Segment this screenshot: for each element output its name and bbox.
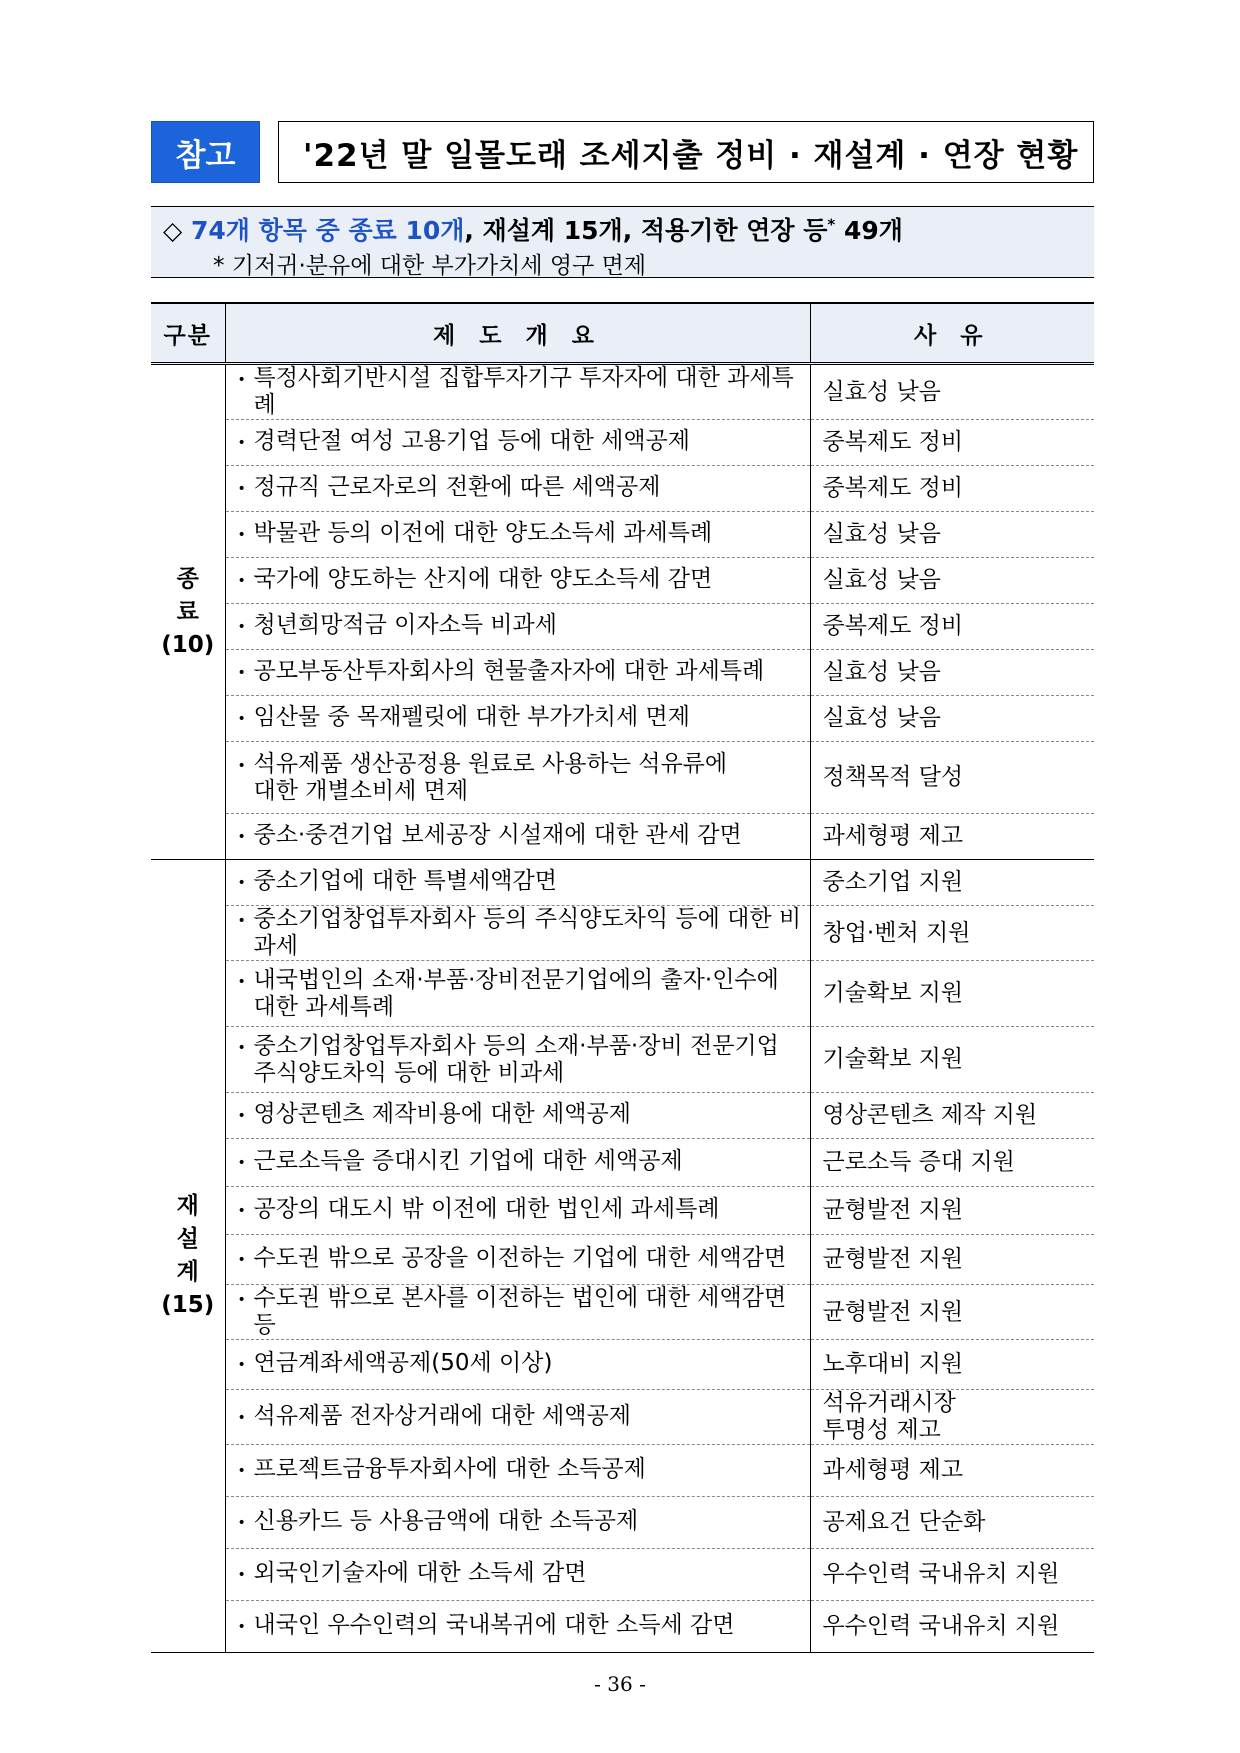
description-cell [225, 1235, 810, 1285]
reason-cell [810, 1601, 1094, 1653]
bullet-icon: • [237, 1409, 246, 1426]
description-text: 신용카드 등 사용금액에 대한 소득공제 [253, 1508, 639, 1534]
description-cell [225, 860, 810, 906]
bullet-icon: • [237, 875, 246, 891]
table-row [151, 650, 1094, 696]
category-cell: 종 료 (10) [151, 364, 225, 860]
description-text: 경력단절 여성 고용기업 등에 대한 세액공제 [253, 428, 690, 454]
summary-box [151, 206, 1094, 278]
description-cell [225, 512, 810, 558]
list-item [238, 1033, 810, 1087]
table-row [151, 512, 1094, 558]
reason-cell [810, 1497, 1094, 1549]
bullet-icon: • [237, 1252, 246, 1268]
bullet-icon: • [237, 1039, 246, 1056]
description-cell [225, 650, 810, 696]
list-item [238, 365, 810, 419]
reason-cell [810, 512, 1094, 558]
list-item [238, 1285, 810, 1339]
reason-cell [810, 814, 1094, 860]
bullet-icon: • [237, 481, 246, 497]
footnote-mark: * [827, 215, 836, 234]
description-cell [225, 1549, 810, 1601]
reason-text: 균형발전 지원 [822, 1246, 964, 1272]
reason-text: 우수인력 국내유치 지원 [822, 1561, 1060, 1587]
list-item [238, 1560, 810, 1589]
reference-badge: 참고 [151, 121, 260, 183]
reason-text: 중복제도 정비 [822, 475, 964, 501]
reason-cell [810, 1187, 1094, 1235]
list-item [238, 1456, 810, 1485]
table-row [151, 1027, 1094, 1093]
description-cell [225, 1093, 810, 1139]
description-text: 청년희망적금 이자소득 비과세 [253, 612, 557, 638]
reason-cell [810, 604, 1094, 650]
list-item [238, 566, 810, 595]
description-text: 중소기업창업투자회사 등의 소재·부품·장비 전문기업 주식양도차익 등에 대한 비과세 [253, 1032, 779, 1086]
reason-cell [810, 696, 1094, 742]
bullet-icon: • [237, 1567, 246, 1583]
list-item [238, 1148, 810, 1177]
summary-line [163, 211, 903, 247]
table-row [151, 1187, 1094, 1235]
table-row [151, 1285, 1094, 1340]
bullet-icon: • [237, 1463, 246, 1479]
reason-text: 중복제도 정비 [822, 429, 964, 455]
list-item [238, 704, 810, 733]
reason-cell [810, 1390, 1094, 1445]
bullet-icon: • [237, 1108, 246, 1124]
reason-cell [810, 742, 1094, 814]
bullet-icon: • [237, 829, 246, 845]
reason-text: 노후대비 지원 [822, 1351, 964, 1377]
table-row [151, 420, 1094, 466]
reason-cell [810, 906, 1094, 961]
bullet-icon: • [237, 527, 246, 543]
description-text: 공장의 대도시 밖 이전에 대한 법인세 과세특례 [253, 1196, 720, 1222]
table-row [151, 1340, 1094, 1390]
page-title: '22년 말 일몰도래 조세지출 정비 · 재설계 · 연장 현황 [278, 121, 1094, 183]
bullet-icon: • [237, 619, 246, 635]
bullet-icon: • [237, 913, 246, 929]
table-row [151, 558, 1094, 604]
bullet-icon: • [237, 372, 246, 388]
list-item [238, 474, 810, 503]
bullet-icon: • [237, 1619, 246, 1635]
table-row [151, 1093, 1094, 1139]
reason-cell [810, 364, 1094, 420]
description-text: 특정사회기반시설 집합투자기구 투자자에 대한 과세특례 [253, 365, 794, 418]
reason-cell [810, 961, 1094, 1027]
description-cell [225, 1340, 810, 1390]
summary-rest: , 재설계 15개, 적용기한 연장 등 [464, 216, 828, 245]
list-item [238, 520, 810, 549]
bullet-icon: • [237, 1155, 246, 1171]
list-item [238, 906, 810, 960]
list-item [238, 868, 810, 897]
reason-cell [810, 1549, 1094, 1601]
diamond-icon: ◇ [163, 216, 183, 245]
reason-text: 공제요건 단순화 [822, 1509, 986, 1535]
reason-text: 과세형평 제고 [822, 1457, 964, 1483]
table-row [151, 604, 1094, 650]
table-header-row [151, 303, 1094, 364]
bullet-icon: • [237, 1203, 246, 1219]
description-cell [225, 906, 810, 961]
summary-highlight: 74개 항목 중 종료 10개 [190, 216, 465, 245]
bullet-icon: • [237, 757, 246, 774]
description-cell [225, 604, 810, 650]
table-row [151, 1549, 1094, 1601]
table-row [151, 1601, 1094, 1653]
table-row [151, 696, 1094, 742]
table-row [151, 961, 1094, 1027]
reason-text: 중소기업 지원 [822, 869, 964, 895]
description-text: 석유제품 생산공정용 원료로 사용하는 석유류에 대한 개별소비세 면제 [253, 750, 728, 804]
page-number: - 36 - [594, 1672, 646, 1696]
reason-text: 균형발전 지원 [822, 1197, 964, 1223]
reason-cell [810, 1093, 1094, 1139]
reason-text: 실효성 낮음 [822, 378, 941, 405]
list-item [238, 822, 810, 851]
description-text: 영상콘텐츠 제작비용에 대한 세액공제 [253, 1101, 631, 1127]
reason-text: 정책목적 달성 [822, 764, 964, 790]
description-text: 연금계좌세액공제(50세 이상) [253, 1350, 553, 1376]
header-description: 제 도 개 요 [225, 303, 810, 364]
description-text: 중소·중견기업 보세공장 시설재에 대한 관세 감면 [253, 822, 742, 848]
table-row [151, 364, 1094, 420]
table-body [151, 364, 1094, 1653]
table-row [151, 1497, 1094, 1549]
bullet-icon: • [237, 973, 246, 990]
table-row [151, 906, 1094, 961]
bullet-icon: • [237, 665, 246, 681]
reason-text: 과세형평 제고 [822, 823, 964, 849]
list-item [238, 428, 810, 457]
category-cell: 재 설 계 (15) [151, 860, 225, 1653]
reason-cell [810, 650, 1094, 696]
reason-text: 실효성 낮음 [822, 567, 941, 593]
reason-text: 균형발전 지원 [822, 1298, 964, 1325]
description-cell [225, 558, 810, 604]
description-cell [225, 1139, 810, 1187]
bullet-icon: • [237, 711, 246, 727]
bullet-icon: • [237, 573, 246, 589]
list-item [238, 751, 810, 805]
list-item [238, 967, 810, 1021]
description-text: 석유제품 전자상거래에 대한 세액공제 [253, 1402, 631, 1429]
header-reason: 사 유 [810, 303, 1094, 364]
title-row [151, 121, 1094, 183]
description-cell [225, 1187, 810, 1235]
description-cell [225, 1390, 810, 1445]
reason-text: 중복제도 정비 [822, 613, 964, 639]
list-item [238, 1508, 810, 1537]
table-row [151, 1390, 1094, 1445]
list-item [238, 612, 810, 641]
reason-text: 실효성 낮음 [822, 659, 941, 685]
description-text: 프로젝트금융투자회사에 대한 소득공제 [253, 1456, 646, 1482]
table-row [151, 860, 1094, 906]
table-row [151, 1445, 1094, 1497]
list-item [238, 1245, 810, 1274]
description-cell [225, 1601, 810, 1653]
table-row [151, 466, 1094, 512]
reason-text: 우수인력 국내유치 지원 [822, 1613, 1060, 1639]
reason-text: 석유거래시장 투명성 제고 [822, 1390, 956, 1443]
reason-text: 기술확보 지원 [822, 1046, 964, 1072]
reason-text: 기술확보 지원 [822, 980, 964, 1006]
description-text: 내국인 우수인력의 국내복귀에 대한 소득세 감면 [253, 1612, 735, 1638]
reason-text: 실효성 낮음 [822, 705, 941, 731]
description-cell [225, 1027, 810, 1093]
description-cell [225, 1285, 810, 1340]
header-category: 구분 [151, 303, 225, 364]
description-cell [225, 364, 810, 420]
list-item [238, 1403, 810, 1432]
reason-cell [810, 1235, 1094, 1285]
description-text: 근로소득을 증대시킨 기업에 대한 세액공제 [253, 1148, 683, 1174]
reason-cell [810, 1285, 1094, 1340]
list-item [238, 1612, 810, 1641]
description-cell [225, 961, 810, 1027]
bullet-icon: • [237, 435, 246, 451]
bullet-icon: • [237, 1292, 246, 1308]
summary-tail: 49개 [835, 216, 903, 245]
reason-text: 창업·벤처 지원 [822, 919, 971, 946]
description-text: 내국법인의 소재·부품·장비전문기업에의 출자·인수에 대한 과세특례 [253, 966, 779, 1020]
description-cell [225, 814, 810, 860]
reason-text: 근로소득 증대 지원 [822, 1149, 1015, 1175]
reason-text: 영상콘텐츠 제작 지원 [822, 1102, 1038, 1128]
table-row [151, 1235, 1094, 1285]
table-row [151, 1139, 1094, 1187]
reason-cell [810, 1139, 1094, 1187]
description-text: 정규직 근로자로의 전환에 따른 세액공제 [253, 474, 661, 500]
summary-table [151, 302, 1094, 1653]
description-text: 중소기업창업투자회사 등의 주식양도차익 등에 대한 비과세 [253, 906, 802, 959]
reason-cell [810, 860, 1094, 906]
reason-cell [810, 1340, 1094, 1390]
description-text: 외국인기술자에 대한 소득세 감면 [253, 1560, 587, 1586]
reason-cell [810, 420, 1094, 466]
description-text: 국가에 양도하는 산지에 대한 양도소득세 감면 [253, 566, 713, 592]
description-cell [225, 696, 810, 742]
table-row [151, 742, 1094, 814]
list-item [238, 1196, 810, 1225]
description-text: 수도권 밖으로 본사를 이전하는 법인에 대한 세액감면 등 [253, 1285, 787, 1338]
bullet-icon: • [237, 1357, 246, 1373]
description-text: 박물관 등의 이전에 대한 양도소득세 과세특례 [253, 520, 713, 546]
description-text: 공모부동산투자회사의 현물출자자에 대한 과세특례 [253, 658, 765, 684]
description-cell [225, 742, 810, 814]
description-text: 수도권 밖으로 공장을 이전하는 기업에 대한 세액감면 [253, 1245, 787, 1271]
description-cell [225, 466, 810, 512]
table-row [151, 814, 1094, 860]
reason-cell [810, 1445, 1094, 1497]
summary-note: * 기저귀·분유에 대한 부가가치세 영구 면제 [213, 253, 647, 279]
description-cell [225, 420, 810, 466]
reason-cell [810, 466, 1094, 512]
description-text: 중소기업에 대한 특별세액감면 [253, 868, 557, 894]
reason-text: 실효성 낮음 [822, 521, 941, 547]
reason-cell [810, 1027, 1094, 1093]
bullet-icon: • [237, 1515, 246, 1531]
reason-cell [810, 558, 1094, 604]
list-item [238, 1101, 810, 1130]
description-text: 임산물 중 목재펠릿에 대한 부가가치세 면제 [253, 704, 690, 730]
description-cell [225, 1497, 810, 1549]
list-item [238, 1350, 810, 1379]
description-cell [225, 1445, 810, 1497]
list-item [238, 658, 810, 687]
